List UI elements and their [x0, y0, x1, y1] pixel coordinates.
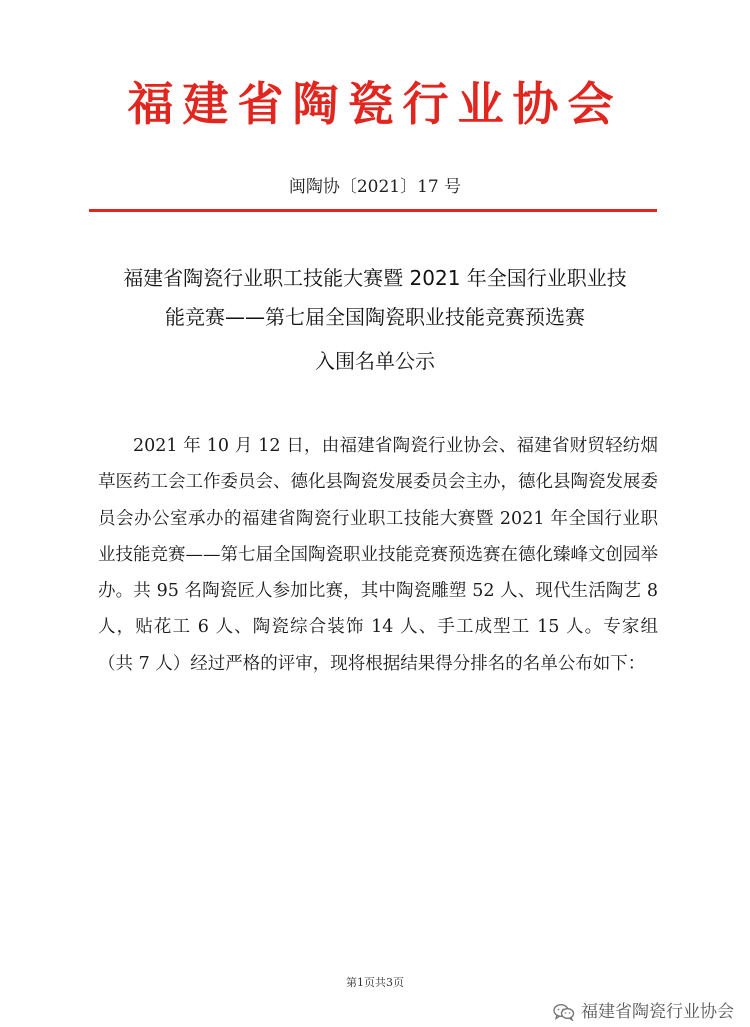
title-line-1: 福建省陶瓷行业职工技能大赛暨 2021 年全国行业职业技: [123, 266, 627, 290]
wechat-watermark: [553, 1001, 734, 1023]
wechat-icon: [553, 1003, 575, 1021]
title-line-3: 入围名单公示: [315, 349, 435, 373]
document-number: 闽陶协〔2021〕17 号: [288, 177, 462, 197]
body-paragraph: 2021 年 10 月 12 日，由福建省陶瓷行业协会、福建省财贸轻纺烟草医药工会工作委员会、德化县陶瓷发展委员会主办，德化县陶瓷发展委员会办公室承办的福建省陶瓷行业职工技能大赛暨 2021 年全国行业职业技能竞赛——第七届全国陶瓷职业技能竞赛预选赛在德化臻峰文创园举办。共 95 名陶瓷匠人参加比赛，其中陶瓷雕塑 52 人、现代生活陶艺 8 人，贴花工 6 人、陶瓷综合装饰 14 人、手工成型工 15 人。专家组（共 7 人）经过严格的评审，现将根据结果得分排名的名单公布如下：: [98, 436, 658, 674]
title-line-2: 能竞赛——第七届全国陶瓷职业技能竞赛预选赛: [165, 305, 585, 329]
page-indicator: 第1页共3页: [346, 976, 404, 989]
watermark-text: 福建省陶瓷行业协会: [581, 1002, 734, 1022]
organization-masthead: 福建省陶瓷行业协会: [127, 77, 623, 131]
red-divider: [89, 209, 657, 212]
